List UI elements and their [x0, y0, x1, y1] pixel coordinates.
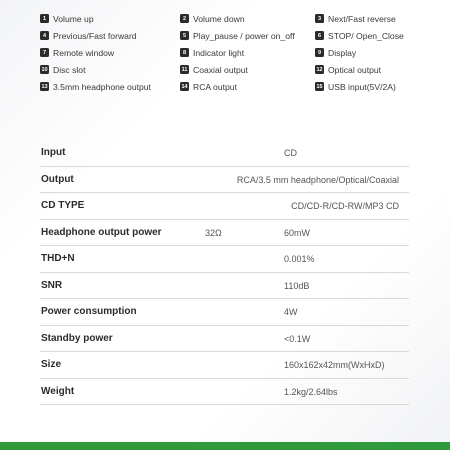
bottom-accent-bar — [0, 442, 450, 450]
spec-label: Headphone output power — [41, 226, 162, 238]
legend-label: Disc slot — [53, 64, 86, 75]
legend-item — [180, 30, 315, 41]
number-badge-icon: 3 — [315, 14, 324, 23]
spec-table — [40, 140, 409, 405]
legend-label: Coaxial output — [193, 64, 248, 75]
spec-row — [40, 167, 409, 194]
spec-value: 110dB — [284, 280, 310, 291]
spec-row — [40, 140, 409, 167]
legend-item — [40, 47, 180, 58]
number-badge-icon: 1 — [40, 14, 49, 23]
legend-item — [180, 64, 315, 75]
legend-label: Display — [328, 47, 357, 58]
spec-value: 160x162x42mm(WxHxD) — [284, 360, 385, 370]
spec-row — [40, 220, 409, 247]
legend-label: Indicator light — [193, 47, 245, 58]
legend-label: 3.5mm headphone output — [53, 81, 151, 92]
legend-label: Play_pause / power on_off — [193, 30, 295, 41]
number-badge-icon: 14 — [181, 83, 188, 90]
legend-item — [315, 13, 420, 24]
legend-item — [40, 64, 180, 75]
spec-label: THD+N — [41, 253, 75, 264]
legend-item — [315, 64, 420, 75]
legend-label: Previous/Fast forward — [53, 30, 137, 41]
spec-value: RCA/3.5 mm headphone/Optical/Coaxial — [236, 174, 399, 185]
spec-row — [40, 246, 409, 273]
spec-value: 1.2kg/2.64lbs — [284, 386, 338, 397]
legend-item — [180, 81, 315, 92]
spec-label: Standby power — [41, 332, 113, 344]
number-badge-icon: 8 — [180, 48, 189, 57]
spec-label: CD TYPE — [41, 200, 85, 211]
spec-value: 60mW — [284, 227, 311, 238]
number-badge-icon: 5 — [180, 31, 189, 40]
spec-value: CD — [284, 148, 297, 158]
number-badge-icon: 12 — [316, 66, 323, 73]
legend-item — [315, 81, 420, 92]
spec-label: Input — [41, 147, 66, 158]
legend-label: Remote window — [53, 47, 115, 58]
number-badge-icon: 15 — [316, 83, 323, 90]
spec-value: <0.1W — [284, 333, 311, 344]
spec-label: Size — [41, 359, 62, 370]
legend-label: Volume up — [53, 13, 94, 24]
number-badge-icon: 9 — [315, 48, 324, 57]
legend-item — [40, 30, 180, 41]
spec-value: 4W — [284, 307, 298, 317]
number-badge-icon: 10 — [41, 66, 48, 73]
number-badge-icon: 13 — [41, 83, 48, 90]
spec-row — [40, 352, 409, 379]
legend-item — [40, 81, 180, 92]
spec-row — [40, 193, 409, 220]
legend-item — [40, 13, 180, 24]
number-badge-icon: 11 — [181, 66, 188, 73]
spec-label: SNR — [41, 279, 63, 291]
spec-value: CD/CD-R/CD-RW/MP3 CD — [291, 201, 399, 211]
number-badge-icon: 4 — [40, 31, 49, 40]
legend-item — [180, 13, 315, 24]
spec-value: 0.001% — [284, 254, 315, 264]
legend-item — [315, 47, 420, 58]
number-badge-icon: 2 — [180, 14, 189, 23]
legend-label: Optical output — [328, 64, 382, 75]
legend-label: USB input(5V/2A) — [328, 81, 396, 92]
spec-row — [40, 326, 409, 353]
spec-row — [40, 273, 409, 300]
legend-label: RCA output — [193, 81, 237, 92]
number-badge-icon: 6 — [315, 31, 324, 40]
spec-label: Output — [41, 173, 74, 185]
legend-item — [180, 47, 315, 58]
spec-label: Weight — [41, 385, 75, 397]
legend-label: Volume down — [193, 13, 245, 24]
spec-label: Power consumption — [41, 306, 137, 317]
spec-condition: 32Ω — [205, 227, 222, 238]
spec-row — [40, 379, 409, 406]
number-badge-icon: 7 — [40, 48, 49, 57]
legend-item — [315, 30, 420, 41]
spec-row — [40, 299, 409, 326]
function-legend — [40, 13, 420, 92]
legend-label: STOP/ Open_Close — [328, 30, 404, 41]
legend-label: Next/Fast reverse — [328, 13, 396, 24]
